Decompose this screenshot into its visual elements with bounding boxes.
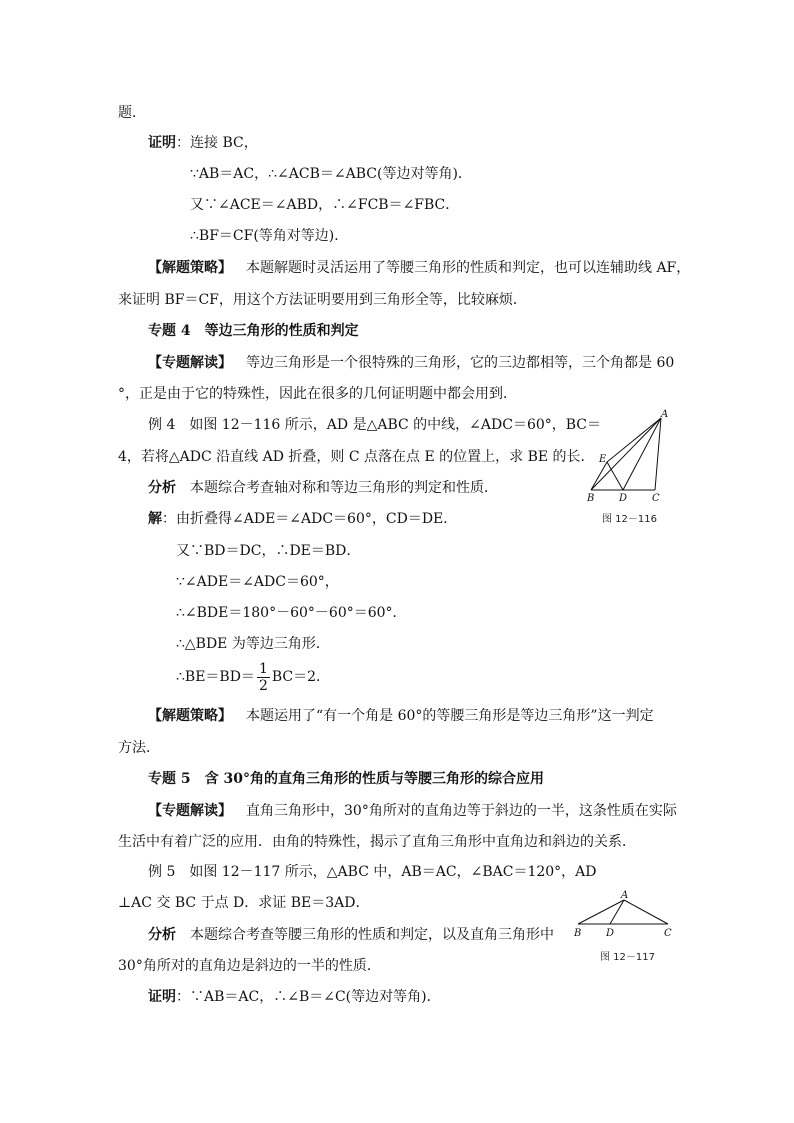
analysis-text: 本题综合考查轴对称和等边三角形的判定和性质．	[190, 480, 498, 496]
label-b: B	[587, 493, 595, 504]
reading-line	[148, 801, 677, 821]
strategy-label: 【解题策略】	[148, 708, 232, 724]
reading-text: 直角三角形中，30°角所对的直角边等于斜边的一半，这条性质在实际	[246, 803, 677, 819]
figure-caption: 图 12－117	[600, 952, 655, 963]
proof-line	[148, 987, 441, 1007]
label-e: E	[599, 454, 607, 465]
example-line: 例 4 如图 12－116 所示，AD 是△ABC 的中线，∠ADC＝60°，BC＝	[148, 417, 602, 433]
strategy-line-cont: 来证明 BF＝CF，用这个方法证明要用到三角形全等，比较麻烦．	[118, 292, 527, 308]
reading-label: 【专题解读】	[148, 803, 232, 819]
reading-line-cont: 生活中有着广泛的应用．由角的特殊性，揭示了直角三角形中直角边和斜边的关系．	[118, 834, 636, 850]
proof-text: ：∵AB＝AC，∴∠B＝∠C(等边对等角)．	[176, 989, 441, 1005]
solution-line	[148, 509, 457, 529]
solution-label: 解	[148, 511, 162, 527]
fraction-suffix: BC＝2．	[271, 669, 331, 685]
label-a: A	[621, 890, 629, 901]
proof-step: ∵AB＝AC，∴∠ACB＝∠ABC(等边对等角)．	[190, 166, 472, 182]
reading-text: 等边三角形是一个很特殊的三角形，它的三边都相等，三个角都是 60	[246, 355, 675, 371]
segment-ad	[623, 418, 661, 490]
analysis-label: 分析	[148, 480, 176, 496]
example-line-cont: 4，若将△ADC 沿直线 AD 折叠，则 C 点落在点 E 的位置上，求 BE 的长．	[118, 449, 595, 465]
strategy-text: 本题运用了“有一个角是 60°的等腰三角形是等边三角形”这一判定	[246, 708, 654, 724]
proof-text: ：连接 BC，	[176, 135, 258, 151]
segment-ae	[607, 418, 661, 462]
label-c: C	[664, 928, 672, 939]
solution-step: 又∵BD＝DC，∴DE＝BD．	[176, 543, 361, 559]
label-d: D	[606, 928, 615, 939]
reading-line	[148, 353, 674, 373]
strategy-line	[148, 258, 690, 278]
section-heading: 专题 4 等边三角形的性质和判定	[148, 323, 359, 339]
analysis-line	[148, 478, 498, 498]
solution-step: ∴△BDE 为等边三角形．	[176, 636, 330, 652]
fraction-denominator: 2	[258, 677, 268, 694]
label-a: A	[661, 409, 669, 420]
example-line: 例 5 如图 12－117 所示，△ABC 中，AB＝AC，∠BAC＝120°，AD	[148, 864, 597, 880]
example-line-cont: ⊥AC 交 BC 于点 D．求证 BE＝3AD．	[118, 895, 370, 911]
label-c: C	[652, 493, 660, 504]
figure-12-117	[572, 888, 676, 940]
analysis-line-cont: 30°角所对的直角边是斜边的一半的性质．	[118, 958, 381, 974]
solution-step-fraction	[176, 659, 330, 695]
segment-ac	[624, 900, 668, 924]
figure-caption: 图 12－116	[602, 514, 657, 525]
label-b: B	[574, 928, 582, 939]
analysis-text: 本题综合考查等腰三角形的性质和判定，以及直角三角形中	[190, 927, 554, 943]
proof-line	[148, 133, 258, 153]
proof-step: 又∵∠ACE＝∠ABD，∴∠FCB＝∠FBC．	[190, 197, 460, 213]
proof-step: ∴BF＝CF(等角对等边)．	[190, 228, 349, 244]
solution-step: ∵∠ADE＝∠ADC＝60°，	[176, 574, 339, 590]
strategy-line	[148, 706, 654, 726]
figure-12-116	[583, 408, 673, 508]
label-d: D	[619, 493, 628, 504]
text-line: 题．	[118, 105, 146, 121]
solution-text: ：由折叠得∠ADE＝∠ADC＝60°，CD＝DE．	[162, 511, 458, 527]
strategy-label: 【解题策略】	[148, 260, 232, 276]
solution-step: ∴∠BDE＝180°－60°－60°＝60°．	[176, 605, 407, 621]
segment-de	[607, 462, 623, 490]
fraction-one-half	[257, 661, 270, 694]
segment-ac	[655, 418, 661, 490]
strategy-text: 本题解题时灵活运用了等腰三角形的性质和判定，也可以连辅助线 AF，	[246, 260, 691, 276]
analysis-line	[148, 925, 554, 945]
analysis-label: 分析	[148, 927, 176, 943]
fraction-numerator: 1	[258, 660, 268, 677]
reading-line-cont: °，正是由于它的特殊性，因此在很多的几何证明题中都会用到．	[118, 386, 517, 402]
strategy-line-cont: 方法．	[118, 740, 160, 756]
reading-label: 【专题解读】	[148, 355, 232, 371]
proof-label: 证明	[148, 989, 176, 1005]
fraction-prefix: ∴BE＝BD＝	[176, 669, 255, 685]
section-heading: 专题 5 含 30°角的直角三角形的性质与等腰三角形的综合应用	[148, 771, 544, 787]
proof-label: 证明	[148, 135, 176, 151]
